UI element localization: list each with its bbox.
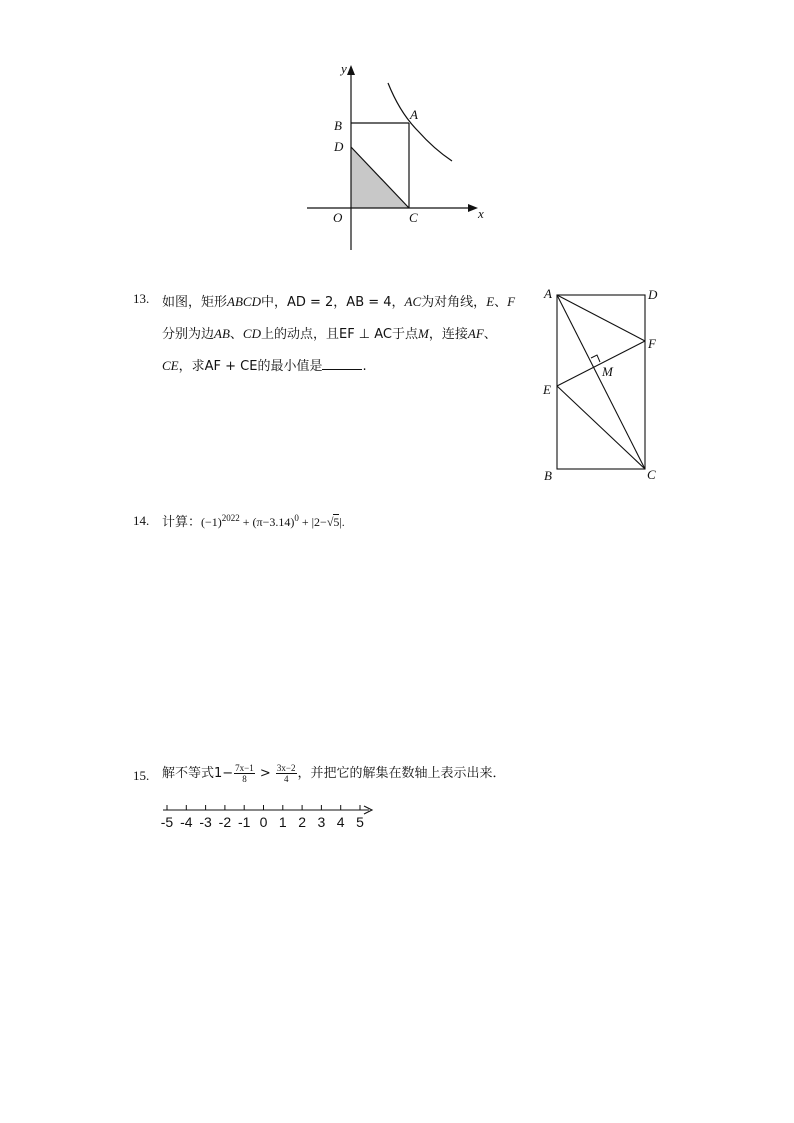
number-line-label: 2 xyxy=(298,814,306,830)
x-axis-arrow xyxy=(468,204,478,212)
q15-suffix: ，并把它的解集在数轴上表示出来． xyxy=(297,766,506,781)
q14-prefix: 计算： xyxy=(162,515,202,530)
q15-number: 15. xyxy=(133,768,150,783)
q15-inequality xyxy=(162,762,506,784)
number-line-label: -1 xyxy=(237,814,251,830)
q15-prefix: 解不等式1− xyxy=(162,766,234,781)
label-M: M xyxy=(602,364,613,379)
q14-expression: 计算：$(-1)^{2022} + (\pi-3.14)^0 + |2-√5|$. xyxy=(162,513,345,530)
q13-line3 xyxy=(162,355,367,374)
q13-var: ABCD xyxy=(227,294,261,309)
label-O: O xyxy=(333,210,343,225)
q13-var: E xyxy=(486,294,495,309)
right-angle-mark xyxy=(591,355,600,362)
q13-text: 、 xyxy=(229,327,243,342)
y-axis-arrow xyxy=(347,65,355,75)
label-B: B xyxy=(334,118,342,133)
coordinate-figure xyxy=(300,55,500,255)
q13-var: AF xyxy=(467,326,484,341)
q15-fraction-1: $\frac{7x-1}{8}$ xyxy=(235,763,254,784)
q13-line2 xyxy=(162,323,497,342)
q13-text: 、 xyxy=(494,295,508,310)
number-line[interactable] xyxy=(155,800,385,836)
segment-AF xyxy=(557,295,645,341)
q14-term: + (π−3.14) xyxy=(239,515,295,529)
number-line-label: 4 xyxy=(336,814,345,830)
answer-blank[interactable] xyxy=(322,357,362,370)
hyperbola-curve xyxy=(388,83,452,161)
q13-text: 如图，矩形 xyxy=(162,295,228,310)
q14-sqrt-arg: 5 xyxy=(333,515,340,529)
diagonal-AC xyxy=(557,295,645,469)
q13-text: . xyxy=(362,359,367,374)
label-x: x xyxy=(478,206,484,221)
number-line-label: -5 xyxy=(160,814,174,830)
q13-var: AB xyxy=(214,326,230,341)
q13-var: AC xyxy=(404,294,422,309)
q13-line1 xyxy=(162,291,515,310)
q14-number: 14. xyxy=(133,513,150,528)
segment-CE xyxy=(557,386,645,469)
label-D: D xyxy=(334,139,344,154)
label-A: A xyxy=(410,107,418,122)
rectangle-figure xyxy=(535,283,665,488)
q14-term: |. xyxy=(339,515,345,529)
label-A: A xyxy=(544,286,552,301)
label-C: C xyxy=(409,210,418,225)
q13-text: 分别为边 xyxy=(162,327,215,342)
q13-var: M xyxy=(418,326,429,341)
segment-EF xyxy=(557,341,645,386)
q14-term: (−1) xyxy=(201,515,222,529)
number-line-label: -2 xyxy=(218,814,232,830)
label-E: E xyxy=(543,382,551,397)
label-D: D xyxy=(648,287,658,302)
q14-term: + |2− xyxy=(298,515,327,529)
q15-fraction-2: $\frac{3x-2}{4}$ xyxy=(276,763,296,784)
q13-var: CD xyxy=(242,326,261,341)
q13-var: F xyxy=(507,294,516,309)
q13-text: 为对角线， xyxy=(421,295,487,310)
number-line-label: 3 xyxy=(317,814,326,830)
label-C: C xyxy=(647,467,656,482)
q13-text: ，求AF + CE的最小值是 xyxy=(178,359,323,374)
q13-text: 、 xyxy=(483,327,497,342)
q14-exp: 2022 xyxy=(221,513,240,523)
q14-exp: 0 xyxy=(294,513,299,523)
number-line-label: -3 xyxy=(199,814,212,830)
number-line-label: 5 xyxy=(356,814,364,830)
label-F: F xyxy=(648,336,656,351)
number-line-label: -4 xyxy=(180,814,193,830)
label-B: B xyxy=(544,468,552,483)
number-line-label: 1 xyxy=(278,814,287,830)
q13-text: 上的动点，且EF ⊥ AC于点 xyxy=(260,327,419,342)
q13-number: 13. xyxy=(133,291,150,306)
q13-var: CE xyxy=(162,358,179,373)
number-line-label: 0 xyxy=(259,814,268,830)
label-y: y xyxy=(341,61,347,76)
q15-gt: > xyxy=(255,766,275,781)
q13-text: ，连接 xyxy=(428,327,468,342)
q13-text: 中，AD = 2，AB = 4， xyxy=(260,295,405,310)
